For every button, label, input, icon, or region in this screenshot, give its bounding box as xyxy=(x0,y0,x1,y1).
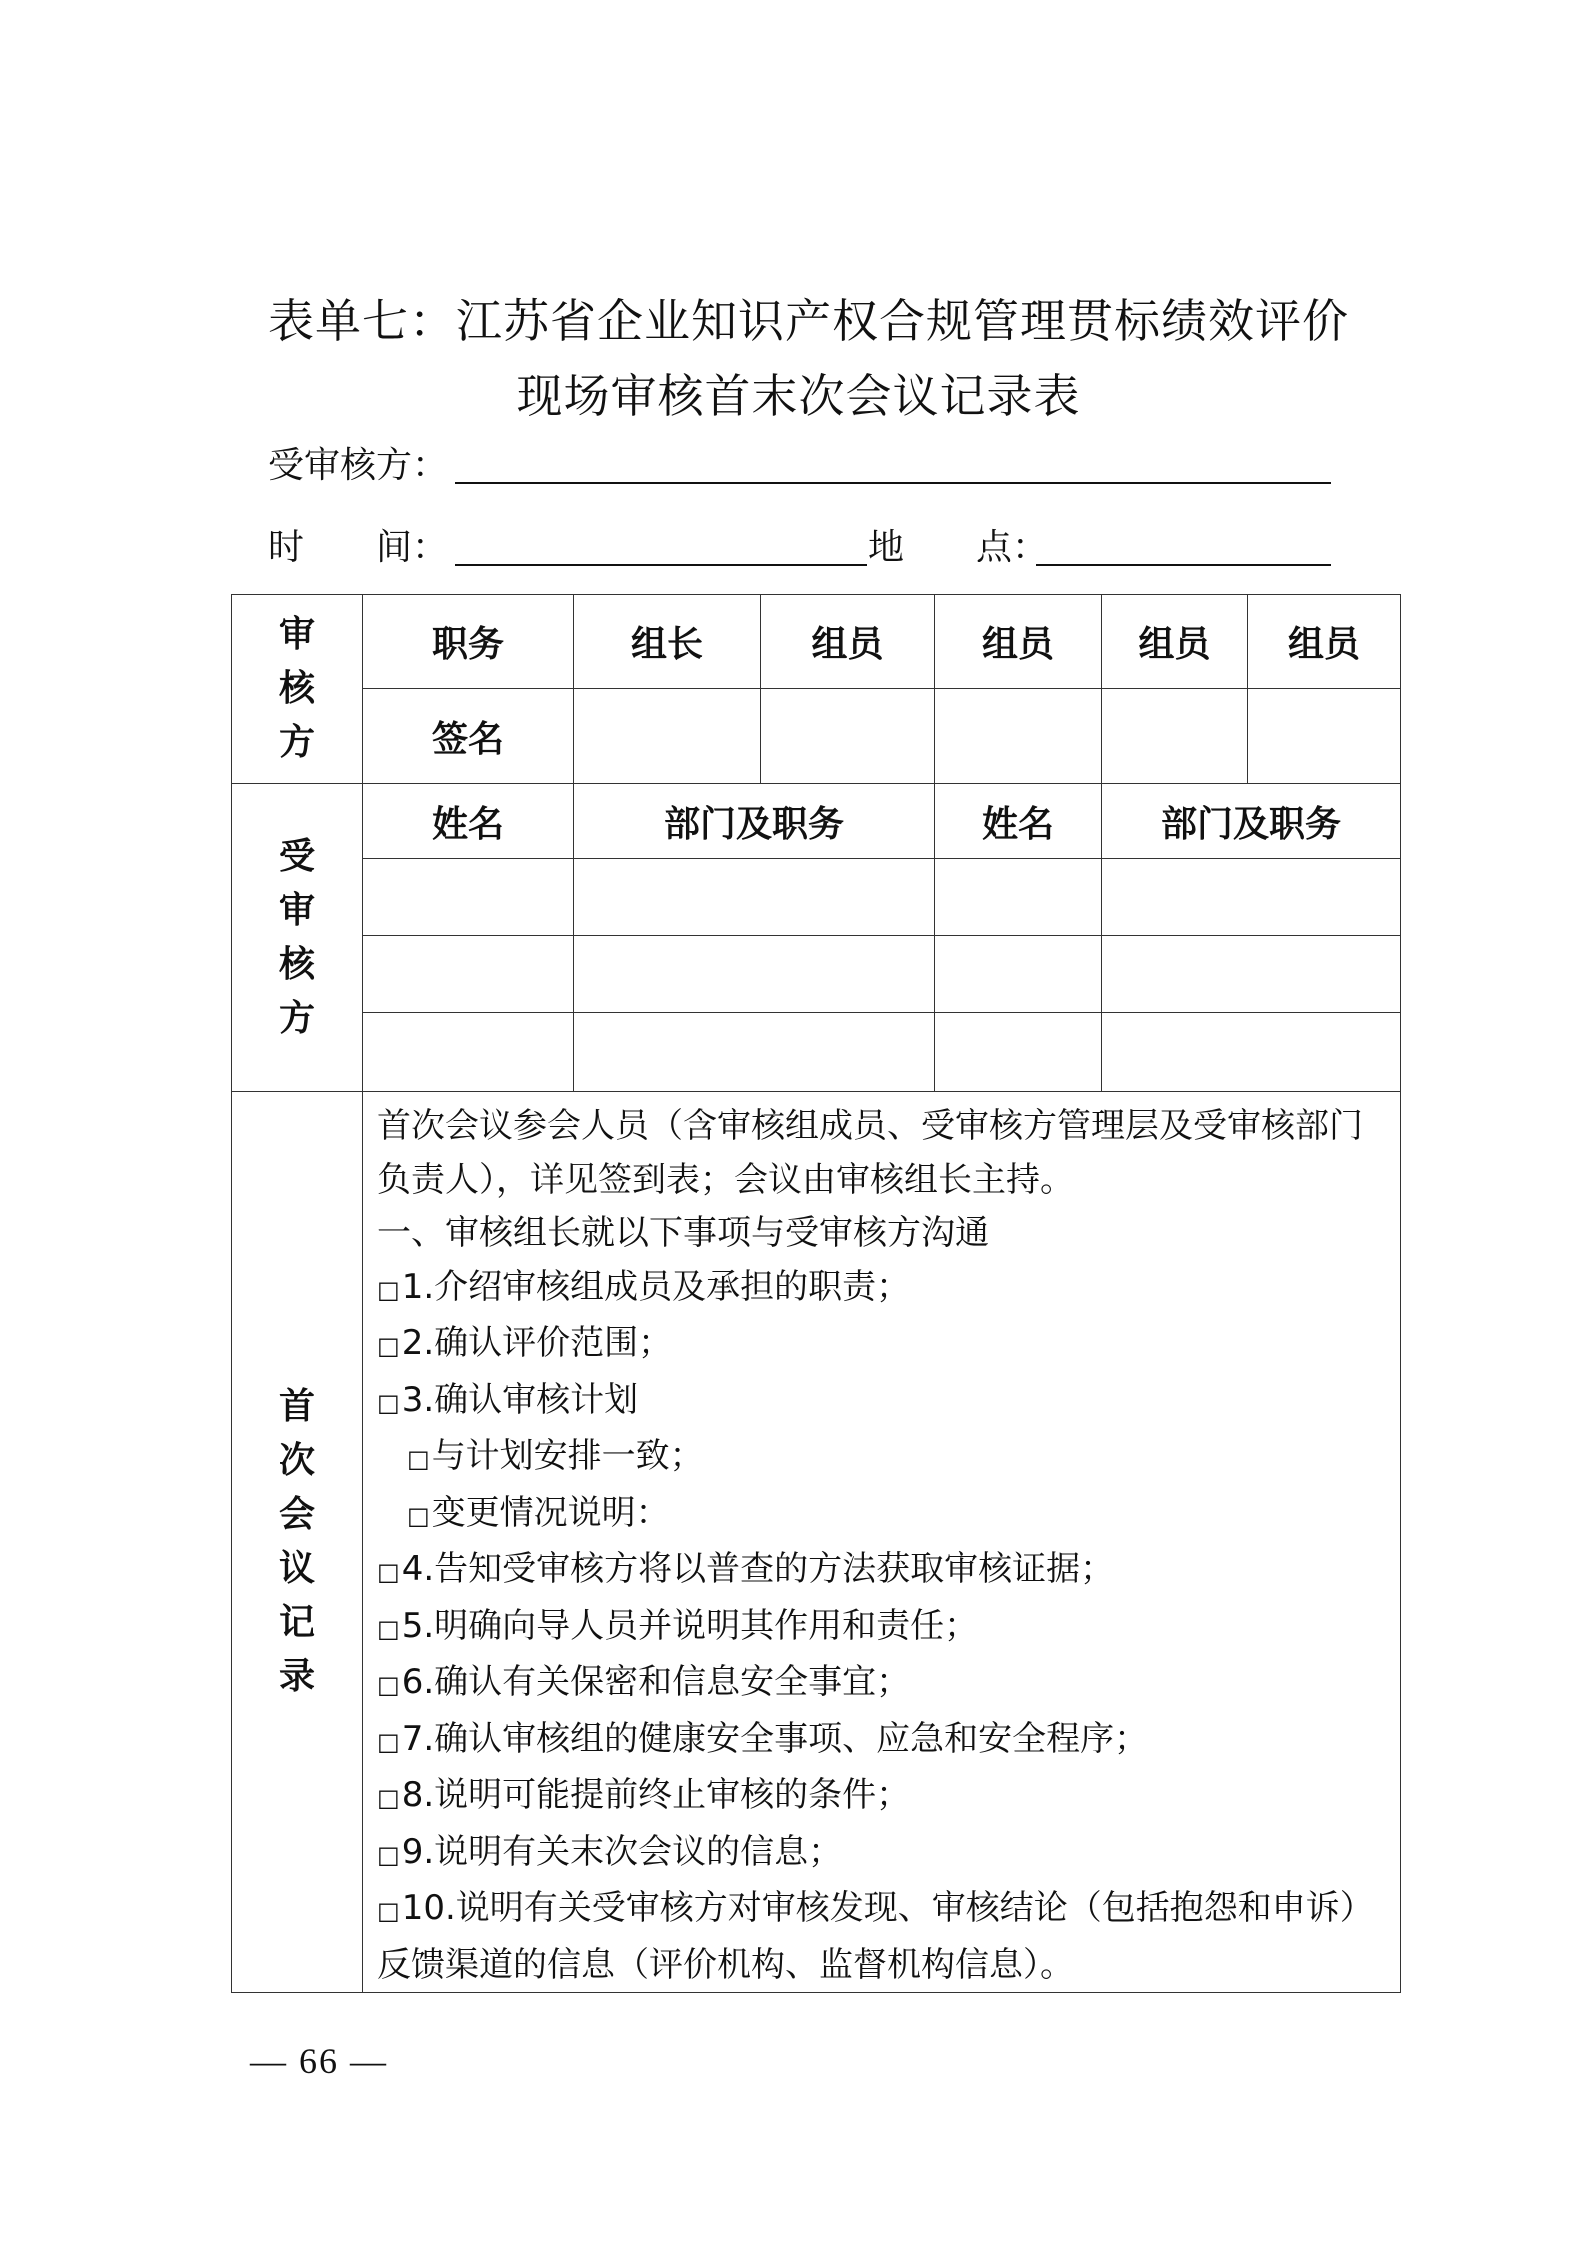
checklist-item: □7.确认审核组的健康安全事项、应急和安全程序； xyxy=(377,1718,1149,1759)
meeting-intro: 首次会议参会人员（含审核组成员、受审核方管理层及受审核部门负责人），详见签到表；会议由审核组长主持。 xyxy=(377,1106,1363,1200)
checklist-item: □3.确认审核计划 xyxy=(377,1379,639,1420)
auditee-label: 受审核方： xyxy=(268,445,449,486)
form-title-line2: 现场审核首末次会议记录表 xyxy=(516,369,1081,423)
checkbox[interactable]: □ xyxy=(377,1840,400,1869)
checklist-item: □10.说明有关受审核方对审核发现、审核结论（包括抱怨和申诉）反馈渠道的信息（评价机构、监督机构信息）。 xyxy=(377,1888,1374,1985)
name-cell[interactable] xyxy=(363,1013,574,1092)
signature-header: 签名 xyxy=(363,689,574,784)
checkbox[interactable]: □ xyxy=(377,1332,400,1360)
checklist-item: □8.说明可能提前终止审核的条件； xyxy=(377,1775,911,1815)
checklist-subitem: □变更情况说明： xyxy=(407,1492,670,1533)
role-member: 组员 xyxy=(1248,595,1401,689)
checkbox[interactable]: □ xyxy=(377,1558,400,1586)
role-member: 组员 xyxy=(935,595,1102,689)
dept-cell[interactable] xyxy=(574,936,935,1013)
signature-cell[interactable] xyxy=(761,689,935,784)
audit-team-label: 审 核 方 xyxy=(232,595,363,784)
checkbox[interactable]: □ xyxy=(377,1614,400,1643)
checkbox[interactable]: □ xyxy=(377,1897,400,1925)
checklist-item: □4.告知受审核方将以普查的方法获取审核证据； xyxy=(377,1549,1115,1589)
dept-cell[interactable] xyxy=(574,859,935,936)
time-input-line[interactable] xyxy=(455,564,867,566)
checkbox[interactable]: □ xyxy=(377,1727,400,1756)
name-header: 姓名 xyxy=(363,784,574,859)
place-label: 地 点： xyxy=(868,527,1049,568)
section-heading: 一、审核组长就以下事项与受审核方沟通 xyxy=(377,1213,989,1253)
name-cell[interactable] xyxy=(935,859,1102,936)
dept-position-header: 部门及职务 xyxy=(574,784,935,859)
name-cell[interactable] xyxy=(363,859,574,936)
signature-cell[interactable] xyxy=(935,689,1102,784)
signature-cell[interactable] xyxy=(1248,689,1401,784)
name-cell[interactable] xyxy=(363,936,574,1013)
checklist-item: □9.说明有关末次会议的信息； xyxy=(377,1831,843,1872)
dept-cell[interactable] xyxy=(1102,1013,1401,1092)
time-label: 时 间： xyxy=(268,527,449,568)
checklist-item: □6.确认有关保密和信息安全事宜； xyxy=(377,1662,911,1702)
form-title-line1: 表单七：江苏省企业知识产权合规管理贯标绩效评价 xyxy=(268,294,1349,348)
checklist-item: □1.介绍审核组成员及承担的职责； xyxy=(377,1266,911,1307)
checklist-item: □5.明确向导人员并说明其作用和责任； xyxy=(377,1605,979,1646)
auditee-input-line[interactable] xyxy=(455,482,1331,484)
place-input-line[interactable] xyxy=(1036,564,1331,566)
role-leader: 组长 xyxy=(574,595,761,689)
checkbox[interactable]: □ xyxy=(377,1275,400,1304)
checklist-subitem: □与计划安排一致； xyxy=(407,1436,704,1476)
dept-cell[interactable] xyxy=(1102,859,1401,936)
dept-position-header: 部门及职务 xyxy=(1102,784,1401,859)
first-meeting-record xyxy=(363,1092,1401,1993)
signature-cell[interactable] xyxy=(1102,689,1248,784)
role-member: 组员 xyxy=(761,595,935,689)
name-header: 姓名 xyxy=(935,784,1102,859)
name-cell[interactable] xyxy=(935,1013,1102,1092)
name-cell[interactable] xyxy=(935,936,1102,1013)
signature-cell[interactable] xyxy=(574,689,761,784)
checklist-item: □2.确认评价范围； xyxy=(377,1323,673,1363)
first-meeting-label: 首 次 会 议 记 录 xyxy=(232,1092,363,1993)
role-member: 组员 xyxy=(1102,595,1248,689)
checkbox[interactable]: □ xyxy=(407,1501,430,1530)
page-number: — 66 — xyxy=(250,2041,388,2081)
auditee-side-label: 受 审 核 方 xyxy=(232,784,363,1092)
dept-cell[interactable] xyxy=(1102,936,1401,1013)
checkbox[interactable]: □ xyxy=(407,1445,430,1473)
checkbox[interactable]: □ xyxy=(377,1784,400,1812)
position-header: 职务 xyxy=(363,595,574,689)
checkbox[interactable]: □ xyxy=(377,1388,400,1417)
meeting-record-table xyxy=(231,594,1401,1993)
checkbox[interactable]: □ xyxy=(377,1671,400,1699)
dept-cell[interactable] xyxy=(574,1013,935,1092)
